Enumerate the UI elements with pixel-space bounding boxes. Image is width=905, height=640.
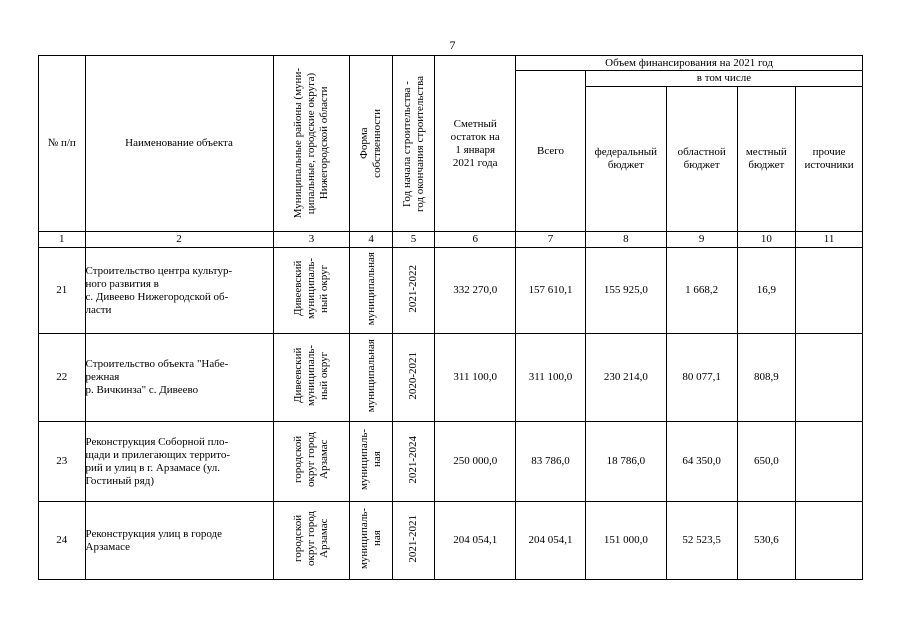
header-balance: Сметный остаток на 1 января 2021 года [435,56,516,232]
header-other: прочие источники [796,87,863,232]
row-regional: 64 350,0 [666,422,737,502]
row-years: 2021-2024 [407,435,420,484]
header-no: № п/п [39,56,86,232]
row-regional: 52 523,5 [666,502,737,580]
header-including: в том числе [585,71,862,87]
column-number: 8 [585,232,666,248]
column-number-row [39,232,863,248]
header-name: Наименование объекта [85,56,273,232]
row-local: 530,6 [737,502,796,580]
row-name: Реконструкция улиц в городе Арзамасе [85,502,273,580]
column-number: 1 [39,232,86,248]
row-ownership: муниципальная [364,338,377,413]
row-no: 24 [39,502,86,580]
row-years-cell [392,334,434,422]
column-number: 9 [666,232,737,248]
row-other [796,334,863,422]
row-federal: 230 214,0 [585,334,666,422]
table-row [39,502,863,580]
column-number: 5 [392,232,434,248]
header-ownership: Форма собственности [358,109,384,178]
row-local: 650,0 [737,422,796,502]
row-other [796,502,863,580]
header-ownership-cell [350,56,392,232]
row-years: 2021-2021 [407,514,420,563]
row-ownership: муниципаль- ная [358,428,384,491]
row-district: Дивеевский муниципаль- ный округ [291,344,330,407]
table-row [39,248,863,334]
row-ownership-cell [350,334,392,422]
row-no: 23 [39,422,86,502]
column-number: 2 [85,232,273,248]
row-district: Дивеевский муниципаль- ный округ [291,257,330,320]
row-district: городской округ город Арзамас [291,511,330,566]
header-years-cell [392,56,434,232]
row-ownership: муниципальная [364,251,377,326]
column-number: 11 [796,232,863,248]
header-years: Год начала строительства - год окончания строительства [400,75,426,212]
header-regional: областной бюджет [666,87,737,232]
row-name: Строительство объекта "Набе- режная р. Вичкинза" с. Дивеево [85,334,273,422]
funding-table [38,55,863,580]
column-number: 4 [350,232,392,248]
row-years: 2020-2021 [407,351,420,400]
row-name: Строительство центра культур- ного развития в с. Дивеево Нижегородской об- ласти [85,248,273,334]
row-regional: 80 077,1 [666,334,737,422]
column-number: 6 [435,232,516,248]
row-ownership-cell [350,502,392,580]
table-row [39,422,863,502]
row-name: Реконструкция Соборной пло- щади и прилегающих террито- рий и улиц в г. Арзамасе (ул. Гостиный ряд) [85,422,273,502]
row-balance: 204 054,1 [435,502,516,580]
row-other [796,248,863,334]
header-local: местный бюджет [737,87,796,232]
page-number: 7 [449,38,456,52]
row-federal: 155 925,0 [585,248,666,334]
row-years-cell [392,502,434,580]
row-total: 311 100,0 [516,334,586,422]
column-number: 10 [737,232,796,248]
header-federal: федеральный бюджет [585,87,666,232]
row-balance: 332 270,0 [435,248,516,334]
row-ownership: муниципаль- ная [358,507,384,570]
row-district-cell [273,502,350,580]
row-total: 157 610,1 [516,248,586,334]
column-number: 3 [273,232,350,248]
row-total: 83 786,0 [516,422,586,502]
row-years-cell [392,422,434,502]
header-funding: Объем финансирования на 2021 год [516,56,863,71]
row-regional: 1 668,2 [666,248,737,334]
row-balance: 311 100,0 [435,334,516,422]
row-years-cell [392,248,434,334]
row-district-cell [273,422,350,502]
row-ownership-cell [350,248,392,334]
header-total: Всего [516,71,586,232]
row-no: 22 [39,334,86,422]
row-no: 21 [39,248,86,334]
row-local: 808,9 [737,334,796,422]
row-ownership-cell [350,422,392,502]
row-district: городской округ город Арзамас [291,432,330,487]
row-other [796,422,863,502]
row-district-cell [273,334,350,422]
table-row [39,334,863,422]
row-balance: 250 000,0 [435,422,516,502]
row-total: 204 054,1 [516,502,586,580]
row-local: 16,9 [737,248,796,334]
row-federal: 18 786,0 [585,422,666,502]
header-district: Муниципальные районы (муни- ципальные, городские округа) Нижегородской области [291,68,330,219]
row-years: 2021-2022 [407,264,420,313]
header-district-cell [273,56,350,232]
column-number: 7 [516,232,586,248]
row-federal: 151 000,0 [585,502,666,580]
row-district-cell [273,248,350,334]
